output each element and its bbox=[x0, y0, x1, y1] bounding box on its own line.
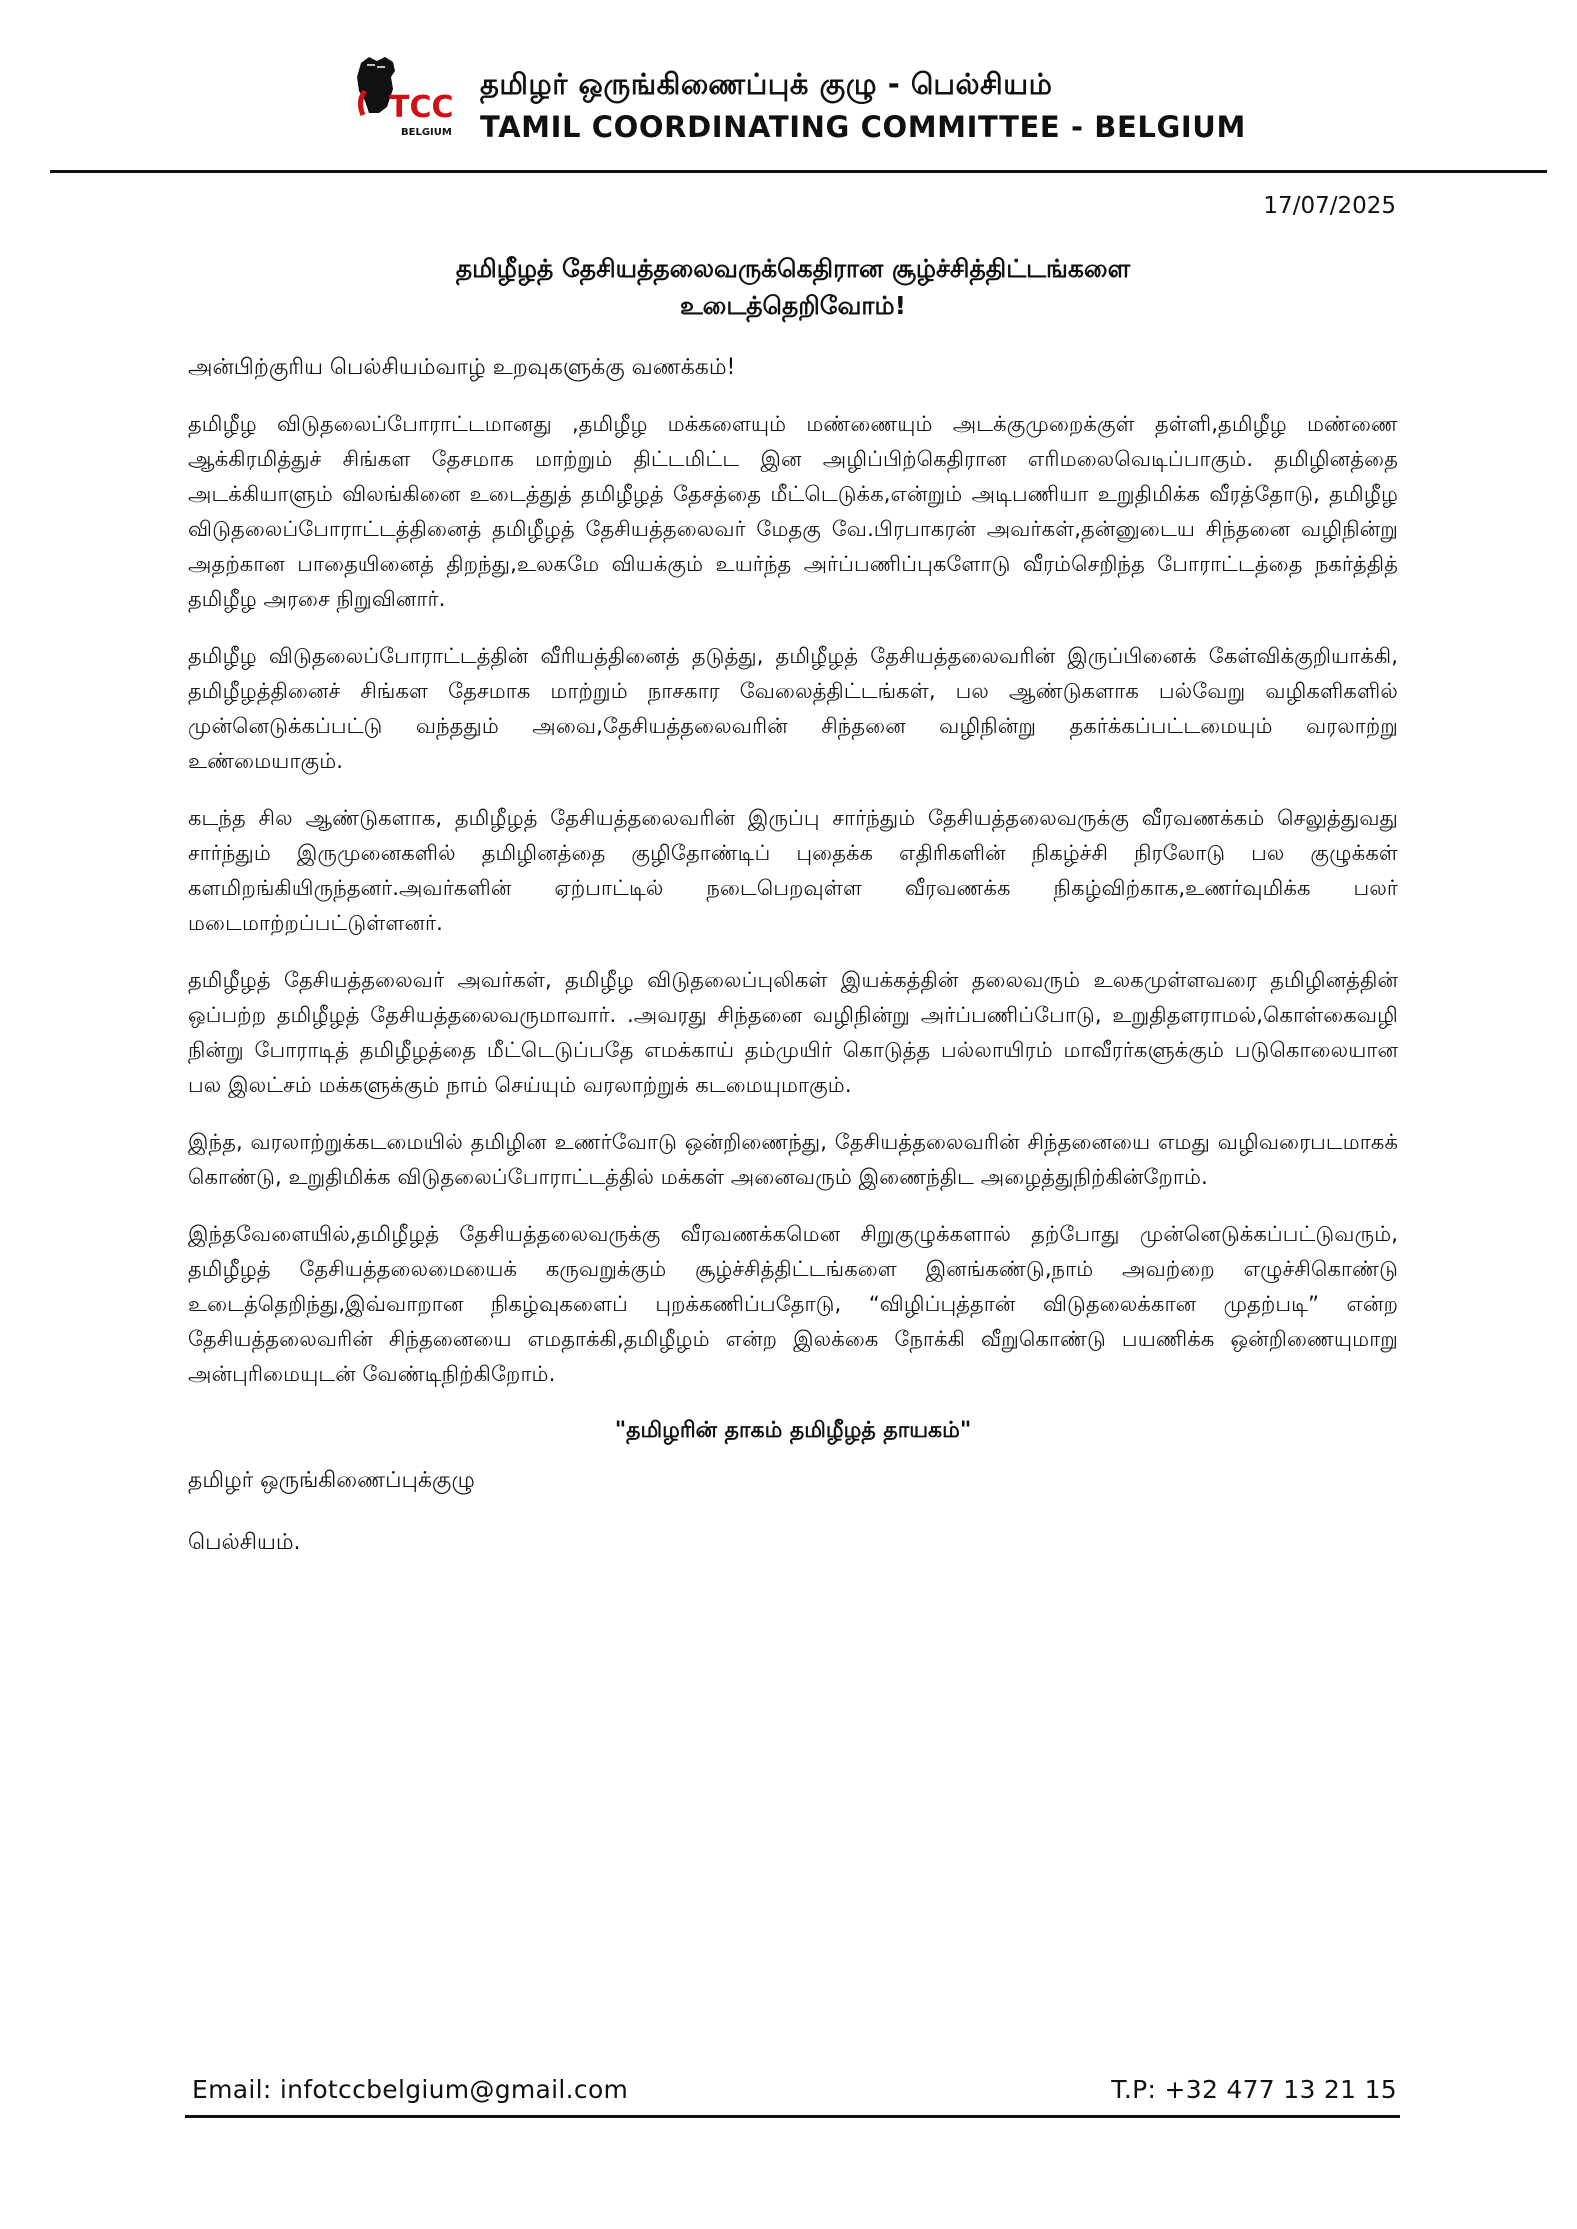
title-line-1: தமிழீழத் தேசியத்தலைவருக்கெதிரான சூழ்ச்சித்திட்டங்களை bbox=[455, 254, 1131, 283]
footer-phone: T.P: +32 477 13 21 15 bbox=[1111, 2075, 1397, 2104]
footer-divider bbox=[185, 2115, 1400, 2118]
paragraph-2: தமிழீழ விடுதலைப்போராட்டத்தின் வீரியத்தினைத் தடுத்து, தமிழீழத் தேசியத்தலைவரின் இருப்பினைக் கேள்விக்குறியாக்கி, தமிழீழத்தினைச் சிங்கள தேசமாக மாற்றும் நாசகார வேலைத்திட்டங்கள், பல ஆண்டுகளாக பல்வேறு வழிகளிகளில் முன்னெடுக்கப்பட்டு வந்ததும் அவை,தேசியத்தலைவரின் சிந்தனை வழிநின்று தகர்க்கப்பட்டமையும் வரலாற்று உண்மையாகும். bbox=[188, 643, 1398, 773]
document-body bbox=[188, 350, 1398, 1587]
footer-email: Email: infotccbelgium@gmail.com bbox=[192, 2075, 629, 2104]
org-name-tamil: தமிழர் ஒருங்கிணைப்புக் குழு - பெல்சியம் bbox=[480, 67, 1053, 101]
document-date: 17/07/2025 bbox=[1263, 193, 1396, 219]
paragraph-1: தமிழீழ விடுதலைப்போராட்டமானது ,தமிழீழ மக்களையும் மண்ணையும் அடக்குமுறைக்குள் தள்ளி,தமிழீழ மண்ணை ஆக்கிரமித்துச் சிங்கள தேசமாக மாற்றும் திட்டமிட்ட இன அழிப்பிற்கெதிரான எரிமலைவெடிப்பாகும். தமிழினத்தை அடக்கியாளும் விலங்கினை உடைத்துத் தமிழீழத் தேசத்தை மீட்டெடுக்க,என்றும் அடிபணியா உறுதிமிக்க வீரத்தோடு, தமிழீழ விடுதலைப்போராட்டத்தினைத் தமிழீழத் தேசியத்தலைவர் மேதகு வே.பிரபாகரன் அவர்கள்,தன்னுடைய சிந்தனை வழிநின்று அதற்கான பாதையினைத் திறந்து,உலகமே வியக்கும் உயர்ந்த அர்ப்பணிப்புகளோடு வீரம்செறிந்த போராட்டத்தை நகர்த்தித் தமிழீழ அரசை நிறுவினார். bbox=[188, 411, 1398, 611]
letterhead bbox=[355, 55, 1246, 145]
org-name-english: TAMIL COORDINATING COMMITTEE - BELGIUM bbox=[480, 110, 1246, 144]
raised-fist-icon bbox=[355, 55, 475, 145]
paragraph-6: இந்தவேளையில்,தமிழீழத் தேசியத்தலைவருக்கு வீரவணக்கமென சிறுகுழுக்களால் தற்போது முன்னெடுக்கப்பட்டுவரும், தமிழீழத் தேசியத்தலைமையைக் கருவறுக்கும் சூழ்ச்சித்திட்டங்களை இனங்கண்டு,நாம் அவற்றை எழுச்சிகொண்டு உடைத்தெறிந்து,இவ்வாறான நிகழ்வுகளைப் புறக்கணிப்பதோடு, “விழிப்புத்தான் விடுதலைக்கான முதற்படி” என்ற தேசியத்தலைவரின் சிந்தனையை எமதாக்கி,தமிழீழம் என்ற இலக்கை நோக்கி வீறுகொண்டு பயணிக்க ஒன்றிணையுமாறு அன்புரிமையுடன் வேண்டிநிற்கிறோம். bbox=[188, 1221, 1398, 1386]
logo-subtext: BELGIUM bbox=[401, 127, 452, 138]
paragraph-5: இந்த, வரலாற்றுக்கடமையில் தமிழின உணர்வோடு ஒன்றிணைந்து, தேசியத்தலைவரின் சிந்தனையை எமது வழிவரைபடமாகக் கொண்டு, உறுதிமிக்க விடுதலைப்போராட்டத்தில் மக்கள் அனைவரும் இணைந்திட அழைத்துநிற்கின்றோம். bbox=[188, 1129, 1398, 1189]
greeting: அன்பிற்குரிய பெல்சியம்வாழ் உறவுகளுக்கு வணக்கம்! bbox=[188, 355, 736, 380]
logo-text: TCC bbox=[389, 90, 454, 125]
slogan: "தமிழரின் தாகம் தமிழீழத் தாயகம்" bbox=[614, 1418, 972, 1443]
paragraph-4: தமிழீழத் தேசியத்தலைவர் அவர்கள், தமிழீழ விடுதலைப்புலிகள் இயக்கத்தின் தலைவரும் உலகமுள்ளவரை தமிழினத்தின் ஒப்பற்ற தமிழீழத் தேசியத்தலைவருமாவார். .அவரது சிந்தனை வழிநின்று அர்ப்பணிப்போடு, உறுதிதளராமல்,கொள்கைவழி நின்று போராடித் தமிழீழத்தை மீட்டெடுப்பதே எமக்காய் தம்முயிர் கொடுத்த பல்லாயிரம் மாவீரர்களுக்கும் படுகொலையான பல இலட்சம் மக்களுக்கும் நாம் செய்யும் வரலாற்றுக் கடமையுமாகும். bbox=[188, 967, 1398, 1097]
title-line-2: உடைத்தெறிவோம்! bbox=[679, 291, 907, 320]
header-divider bbox=[50, 170, 1547, 173]
paragraph-3: கடந்த சில ஆண்டுகளாக, தமிழீழத் தேசியத்தலைவரின் இருப்பு சார்ந்தும் தேசியத்தலைவருக்கு வீரவணக்கம் செலுத்துவது சார்ந்தும் இருமுனைகளில் தமிழினத்தை குழிதோண்டிப் புதைக்க எதிரிகளின் நிகழ்ச்சி நிரலோடு பல குழுக்கள் களமிறங்கியிருந்தனர்.அவர்களின் ஏற்பாட்டில் நடைபெறவுள்ள வீரவணக்க நிகழ்விற்காக,உணர்வுமிக்க பலர் மடைமாற்றப்பட்டுள்ளனர். bbox=[188, 805, 1398, 935]
signoff-location: பெல்சியம். bbox=[188, 1530, 301, 1555]
signoff-organization: தமிழர் ஒருங்கிணைப்புக்குழு bbox=[188, 1468, 475, 1493]
tcc-logo bbox=[355, 55, 475, 145]
document-title bbox=[188, 250, 1398, 324]
